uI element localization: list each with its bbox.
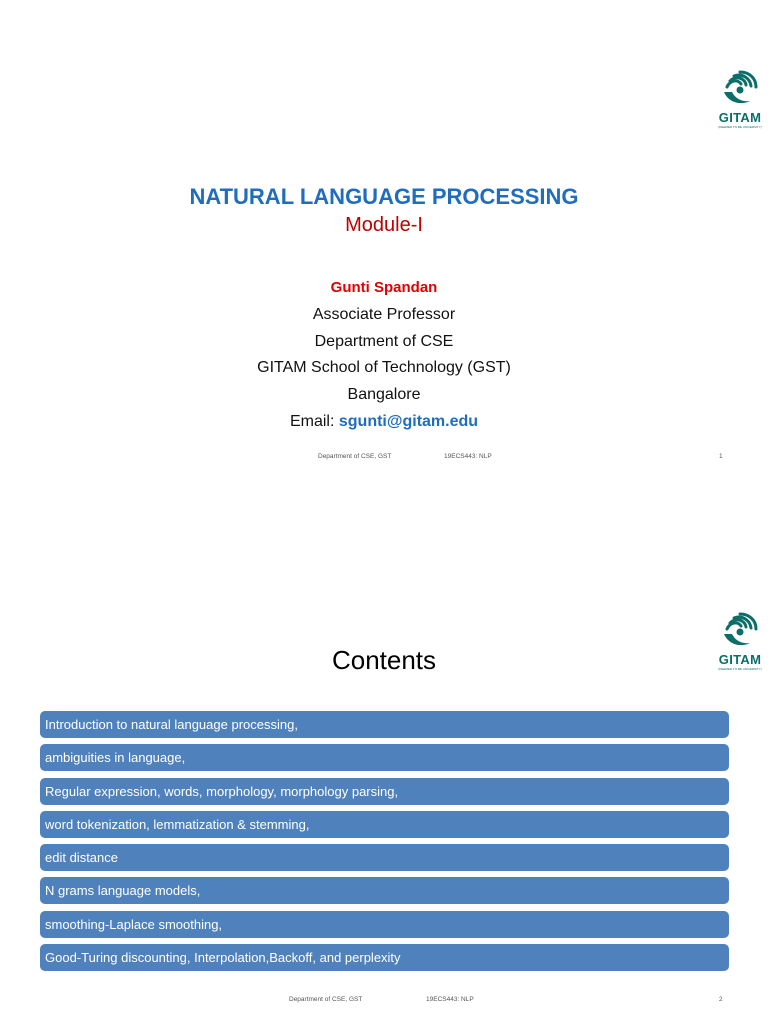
- presenter-city: Bangalore: [347, 386, 421, 403]
- contents-item: edit distance: [40, 844, 729, 871]
- presenter-school: GITAM School of Technology (GST): [257, 359, 511, 376]
- footer-course: 19ECS443: NLP: [444, 453, 492, 460]
- presenter-designation: Associate Professor: [312, 306, 456, 323]
- contents-item: Regular expression, words, morphology, morphology parsing,: [40, 778, 729, 805]
- gitam-logo: [710, 68, 768, 129]
- logo-wordmark: GITAM: [718, 652, 762, 667]
- presenter-department: Department of CSE: [314, 333, 454, 350]
- contents-title: Contents: [331, 645, 437, 675]
- contents-item: N grams language models,: [40, 877, 729, 904]
- contents-item: Good-Turing discounting, Interpolation,Backoff, and perplexity: [40, 944, 729, 971]
- presenter-email-line: [0, 413, 768, 431]
- contents-item: smoothing-Laplace smoothing,: [40, 911, 729, 938]
- presenter-name: Gunti Spandan: [330, 279, 438, 296]
- footer-course: 19ECS443: NLP: [426, 996, 474, 1003]
- contents-item: word tokenization, lemmatization & stemming,: [40, 811, 729, 838]
- logo-tagline: (DEEMED TO BE UNIVERSITY): [718, 125, 762, 129]
- contents-item: ambiguities in language,: [40, 744, 729, 771]
- contents-item: Introduction to natural language processing,: [40, 711, 729, 738]
- contents-list: [40, 711, 729, 977]
- email-link[interactable]: sgunti@gitam.edu: [338, 413, 479, 430]
- email-label: Email:: [289, 413, 339, 430]
- module-subtitle: Module-I: [345, 214, 423, 236]
- footer-department: Department of CSE, GST: [318, 453, 392, 460]
- footer-department: Department of CSE, GST: [289, 996, 363, 1003]
- logo-wordmark: GITAM: [718, 110, 762, 125]
- footer-page-number: 2: [719, 996, 723, 1003]
- footer-page-number: 1: [719, 453, 723, 460]
- slide-2: [0, 512, 768, 1024]
- presentation-title: NATURAL LANGUAGE PROCESSING: [189, 184, 579, 209]
- gitam-emblem-icon: [718, 68, 762, 110]
- logo-tagline: (DEEMED TO BE UNIVERSITY): [718, 667, 762, 671]
